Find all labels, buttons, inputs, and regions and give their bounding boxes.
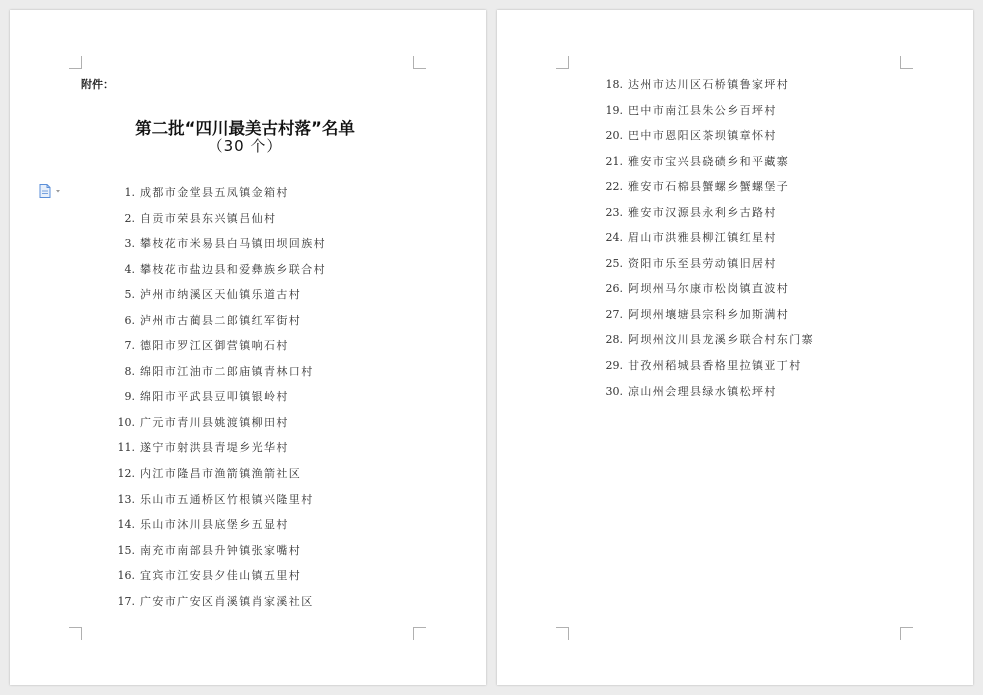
list-item (111, 333, 326, 359)
list-item-number: 9. (124, 390, 135, 404)
list-item-number: 1. (124, 186, 135, 199)
list-item (597, 276, 814, 302)
document-page-1 (10, 10, 486, 685)
list-item (597, 72, 814, 98)
village-list-part-1 (111, 180, 326, 614)
list-item (597, 123, 814, 149)
list-item-village-name: 宜宾市江安县夕佳山镇五里村 (140, 569, 302, 583)
list-item-village-name: 雅安市石棉县蟹螺乡蟹螺堡子 (628, 180, 790, 194)
list-item (597, 353, 814, 379)
list-item (111, 435, 326, 461)
list-item-number: 24. (605, 231, 623, 245)
list-item-number: 10. (117, 415, 135, 429)
list-item-number: 7. (124, 339, 135, 353)
list-item-number: 11. (117, 441, 135, 455)
list-item-number: 22. (605, 180, 623, 194)
list-item-village-name: 成都市金堂县五凤镇金箱村 (140, 186, 289, 199)
list-item-village-name: 乐山市沐川县底堡乡五显村 (140, 518, 289, 532)
list-item-village-name: 乐山市五通桥区竹根镇兴隆里村 (140, 492, 314, 506)
list-item-village-name: 广元市青川县姚渡镇柳田村 (140, 415, 289, 429)
list-item-number: 13. (117, 492, 135, 506)
margin-corner-top-left (556, 56, 569, 69)
list-item-number: 12. (117, 467, 135, 481)
list-item-village-name: 泸州市古蔺县二郎镇红军街村 (140, 313, 302, 327)
list-item-village-name: 雅安市汉源县永利乡古路村 (628, 205, 777, 219)
attachment-label: 附件： (81, 78, 114, 91)
list-item-village-name: 内江市隆昌市渔箭镇渔箭社区 (140, 467, 302, 481)
list-item (597, 379, 814, 405)
list-item-village-name: 巴中市南江县朱公乡百坪村 (628, 103, 777, 117)
list-item (111, 206, 326, 232)
list-item (111, 231, 326, 257)
list-item-village-name: 甘孜州稻城县香格里拉镇亚丁村 (628, 359, 802, 373)
list-item (597, 149, 814, 175)
list-item-number: 28. (605, 333, 623, 347)
list-item-village-name: 阿坝州壤塘县宗科乡加斯满村 (628, 307, 790, 321)
list-item (597, 200, 814, 226)
list-item-number: 14. (117, 518, 135, 532)
list-item-number: 21. (605, 154, 623, 168)
list-item-village-name: 凉山州会理县绿水镇松坪村 (628, 384, 777, 398)
list-item (111, 410, 326, 436)
margin-corner-bottom-right (900, 627, 913, 640)
list-item-village-name: 遂宁市射洪县青堤乡光华村 (140, 441, 289, 455)
list-item-village-name: 阿坝州汶川县龙溪乡联合村东门寨 (628, 333, 814, 347)
list-item-village-name: 雅安市宝兴县硗碛乡和平藏寨 (628, 154, 790, 168)
list-item-village-name: 巴中市恩阳区茶坝镇章怀村 (628, 129, 777, 143)
list-item-number: 19. (605, 103, 623, 117)
list-item-village-name: 泸州市纳溪区天仙镇乐道古村 (140, 288, 302, 302)
list-item-village-name: 达州市达川区石桥镇鲁家坪村 (628, 78, 790, 91)
list-item (597, 225, 814, 251)
list-item-number: 17. (117, 594, 135, 608)
list-item-number: 23. (605, 205, 623, 219)
list-item (111, 257, 326, 283)
list-item-number: 3. (124, 237, 135, 251)
list-item-village-name: 资阳市乐至县劳动镇旧居村 (628, 256, 777, 270)
list-item-village-name: 眉山市洪雅县柳江镇红星村 (628, 231, 777, 245)
list-item (597, 327, 814, 353)
list-item-village-name: 攀枝花市米易县白马镇田坝回族村 (140, 237, 326, 251)
list-item (597, 251, 814, 277)
list-item-village-name: 绵阳市平武县豆叩镇银岭村 (140, 390, 289, 404)
list-item-number: 16. (117, 569, 135, 583)
list-item-number: 20. (605, 129, 623, 143)
list-item (597, 174, 814, 200)
list-item-number: 30. (605, 384, 623, 398)
list-item-village-name: 德阳市罗江区御营镇响石村 (140, 339, 289, 353)
list-item (597, 302, 814, 328)
list-item-village-name: 绵阳市江油市二郎庙镇青林口村 (140, 364, 314, 378)
list-item (111, 359, 326, 385)
list-item-number: 8. (124, 364, 135, 378)
list-item (111, 461, 326, 487)
list-item-village-name: 南充市南部县升钟镇张家嘴村 (140, 543, 302, 557)
margin-corner-bottom-left (69, 627, 82, 640)
list-item (111, 538, 326, 564)
list-item-village-name: 自贡市荣县东兴镇吕仙村 (140, 211, 277, 225)
list-item-number: 4. (124, 262, 135, 276)
document-title: 第二批“四川最美古村落”名单 (135, 119, 355, 138)
list-item-number: 6. (124, 313, 135, 327)
margin-corner-top-right (413, 56, 426, 69)
list-item-number: 2. (124, 211, 135, 225)
list-item-village-name: 攀枝花市盐边县和爱彝族乡联合村 (140, 262, 326, 276)
list-item (111, 308, 326, 334)
list-item-number: 25. (605, 256, 623, 270)
document-dropdown-icon[interactable] (39, 183, 65, 197)
margin-corner-top-left (69, 56, 82, 69)
village-list-part-2 (597, 72, 814, 404)
list-item (111, 487, 326, 513)
margin-corner-bottom-left (556, 627, 569, 640)
list-item-number: 27. (605, 307, 623, 321)
list-item (111, 384, 326, 410)
list-item-village-name: 广安市广安区肖溪镇肖家溪社区 (140, 594, 314, 608)
document-page-2 (497, 10, 973, 685)
list-item-village-name: 阿坝州马尔康市松岗镇直波村 (628, 282, 790, 296)
list-item-number: 5. (124, 288, 135, 302)
list-item (597, 98, 814, 124)
list-item-number: 26. (605, 282, 623, 296)
list-item (111, 563, 326, 589)
list-item-number: 29. (605, 359, 623, 373)
list-item (111, 512, 326, 538)
margin-corner-bottom-right (413, 627, 426, 640)
document-subtitle-count: （30 个） (207, 137, 283, 155)
list-item-number: 18. (605, 78, 623, 91)
list-item (111, 180, 326, 206)
list-item (111, 282, 326, 308)
list-item (111, 589, 326, 615)
list-item-number: 15. (117, 543, 135, 557)
margin-corner-top-right (900, 56, 913, 69)
